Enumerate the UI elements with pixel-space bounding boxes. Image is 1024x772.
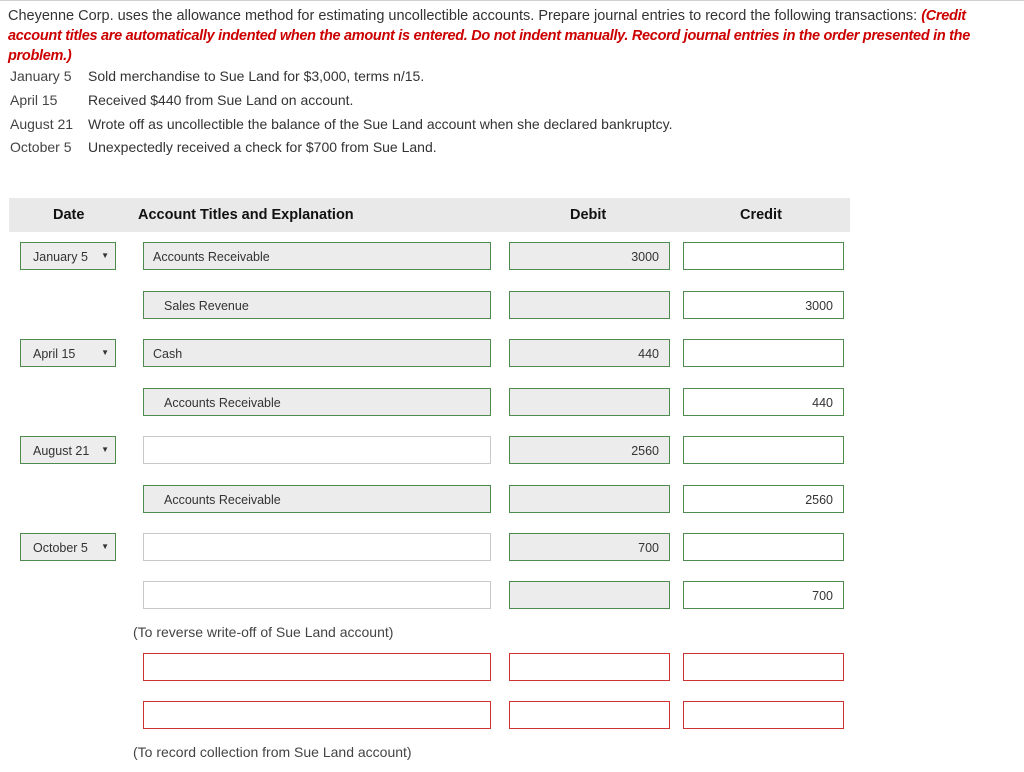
account-input[interactable] bbox=[143, 653, 491, 681]
account-input[interactable] bbox=[143, 581, 491, 609]
account-input[interactable] bbox=[143, 701, 491, 729]
debit-input[interactable] bbox=[509, 485, 670, 513]
transaction-date: August 21 bbox=[10, 116, 74, 132]
date-value: January 5 bbox=[33, 250, 88, 264]
instructions-emphasis: (Credit account titles are automatically indented when the amount is entered. Do not indent manually. Record journal entries in the order presented in the problem.) bbox=[8, 8, 970, 64]
dropdown-arrow-icon: ▼ bbox=[101, 445, 109, 454]
date-dropdown[interactable] bbox=[20, 242, 116, 270]
date-value: October 5 bbox=[33, 541, 88, 555]
header-credit: Credit bbox=[740, 207, 782, 223]
transaction-item bbox=[10, 68, 424, 84]
credit-input[interactable] bbox=[683, 581, 844, 609]
debit-value: 700 bbox=[638, 541, 659, 555]
debit-input[interactable] bbox=[509, 291, 670, 319]
dropdown-arrow-icon: ▼ bbox=[101, 251, 109, 260]
transaction-date: January 5 bbox=[10, 68, 72, 84]
credit-input[interactable] bbox=[683, 436, 844, 464]
debit-value: 440 bbox=[638, 347, 659, 361]
account-value: Accounts Receivable bbox=[153, 250, 270, 264]
credit-input[interactable] bbox=[683, 339, 844, 367]
dropdown-arrow-icon: ▼ bbox=[101, 348, 109, 357]
credit-input[interactable] bbox=[683, 291, 844, 319]
credit-input[interactable] bbox=[683, 388, 844, 416]
credit-value: 440 bbox=[812, 396, 833, 410]
date-dropdown[interactable] bbox=[20, 533, 116, 561]
debit-input[interactable] bbox=[509, 533, 670, 561]
instructions-text: Cheyenne Corp. uses the allowance method for estimating uncollectible accounts. Prepare journal entries to record the following transactions: bbox=[8, 8, 918, 24]
entry-explanation: (To record collection from Sue Land account) bbox=[133, 744, 412, 760]
account-input[interactable] bbox=[143, 436, 491, 464]
date-value: April 15 bbox=[33, 347, 76, 361]
account-input[interactable] bbox=[143, 339, 491, 367]
account-value: Accounts Receivable bbox=[164, 396, 281, 410]
debit-input[interactable] bbox=[509, 653, 670, 681]
top-divider bbox=[0, 0, 1024, 1]
date-dropdown[interactable] bbox=[20, 436, 116, 464]
journal-table-header bbox=[9, 198, 850, 232]
debit-value: 2560 bbox=[631, 444, 659, 458]
account-value: Sales Revenue bbox=[164, 299, 249, 313]
transaction-desc: Sold merchandise to Sue Land for $3,000, terms n/15. bbox=[88, 68, 425, 84]
account-input[interactable] bbox=[143, 291, 491, 319]
debit-input[interactable] bbox=[509, 701, 670, 729]
header-date: Date bbox=[53, 207, 85, 223]
debit-input[interactable] bbox=[509, 581, 670, 609]
transaction-date: October 5 bbox=[10, 139, 72, 155]
debit-value: 3000 bbox=[631, 250, 659, 264]
account-value: Cash bbox=[153, 347, 183, 361]
account-input[interactable] bbox=[143, 485, 491, 513]
credit-value: 2560 bbox=[805, 493, 833, 507]
credit-input[interactable] bbox=[683, 242, 844, 270]
transaction-item bbox=[10, 116, 673, 132]
debit-input[interactable] bbox=[509, 388, 670, 416]
credit-input[interactable] bbox=[683, 533, 844, 561]
header-debit: Debit bbox=[570, 207, 607, 223]
transaction-date: April 15 bbox=[10, 92, 58, 108]
transaction-desc: Unexpectedly received a check for $700 from Sue Land. bbox=[88, 139, 437, 155]
transaction-item bbox=[10, 139, 437, 155]
credit-input[interactable] bbox=[683, 701, 844, 729]
credit-input[interactable] bbox=[683, 653, 844, 681]
debit-input[interactable] bbox=[509, 339, 670, 367]
credit-value: 700 bbox=[812, 589, 833, 603]
account-input[interactable] bbox=[143, 533, 491, 561]
debit-input[interactable] bbox=[509, 436, 670, 464]
transaction-desc: Received $440 from Sue Land on account. bbox=[88, 92, 354, 108]
date-dropdown[interactable] bbox=[20, 339, 116, 367]
account-value: Accounts Receivable bbox=[164, 493, 281, 507]
account-input[interactable] bbox=[143, 242, 491, 270]
transaction-desc: Wrote off as uncollectible the balance of the Sue Land account when she declared bankruptcy. bbox=[88, 116, 673, 132]
credit-input[interactable] bbox=[683, 485, 844, 513]
debit-input[interactable] bbox=[509, 242, 670, 270]
credit-value: 3000 bbox=[805, 299, 833, 313]
entry-explanation: (To reverse write-off of Sue Land account) bbox=[133, 624, 394, 640]
date-value: August 21 bbox=[33, 444, 90, 458]
header-account: Account Titles and Explanation bbox=[138, 207, 354, 223]
instructions bbox=[8, 6, 1008, 66]
dropdown-arrow-icon: ▼ bbox=[101, 542, 109, 551]
account-input[interactable] bbox=[143, 388, 491, 416]
transaction-item bbox=[10, 92, 353, 108]
